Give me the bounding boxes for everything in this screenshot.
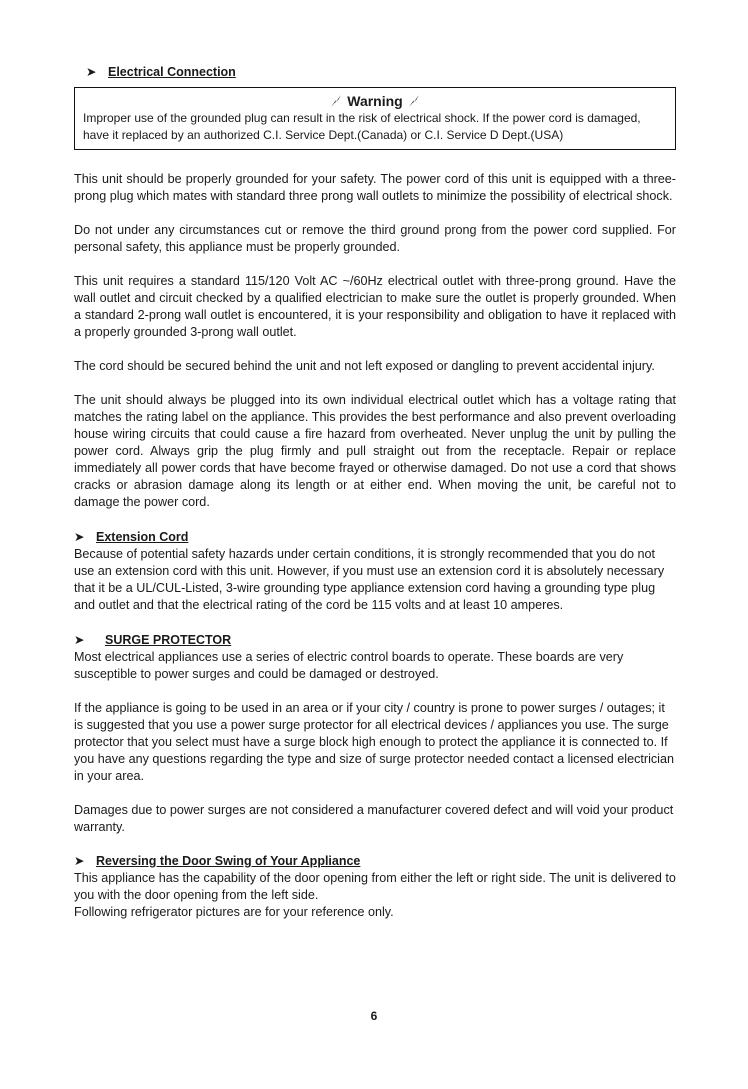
paragraph: Most electrical appliances use a series of electric control boards to operate. These boards are very susceptible to power surges and could be damaged or destroyed. (74, 650, 624, 681)
paragraph: If the appliance is going to be used in an area or if your city / country is prone to power surges / outages; it is suggested that you use a power surge protector for all electrical devices / appliances you use. The surge protector that you select must have a surge block high enough to protect the appliance it is connected to. If you have any questions regarding the type and size of surge protector needed contact a licensed electrician in your area. (74, 701, 674, 783)
document-page (74, 63, 676, 921)
warning-text: Improper use of the grounded plug can result in the risk of electrical shock. If the power cord is damaged, have it replaced by an authorized C.I. Service Dept.(Canada) or C.I. Service D Dept.(USA) (83, 111, 641, 142)
warning-box (74, 87, 676, 150)
arrow-bullet-icon: ➤ (86, 65, 97, 79)
arrow-bullet-icon: ➤ (74, 854, 85, 868)
section-heading-extension-cord: ➤ Extension Cord (74, 530, 189, 544)
paragraph: Because of potential safety hazards under certain conditions, it is strongly recommended that you do not use an extension cord with this unit. However, if you must use an extension cord it is absolutely necessary that it be a UL/CUL-Listed, 3-wire grounding type appliance extension cord having a grounding type plug and outlet and that the electrical rating of the cord be 115 volts and at least 10 amperes. (74, 547, 665, 612)
paragraph: Following refrigerator pictures are for your reference only. (74, 905, 394, 919)
paragraph: This appliance has the capability of the door opening from either the left or right side. The unit is delivered to you with the door opening from the left side. (74, 871, 676, 902)
section-heading-surge-protector: ➤ SURGE PROTECTOR (74, 633, 232, 647)
section-heading-door-swing: ➤ Reversing the Door Swing of Your Appliance (74, 854, 361, 868)
lightning-bolt-icon (407, 94, 421, 108)
arrow-bullet-icon: ➤ (74, 633, 85, 647)
paragraph: The unit should always be plugged into its own individual electrical outlet which has a voltage rating that matches the rating label on the appliance. This provides the best performance and also prevent overloading house wiring circuits that could cause a fire hazard from overheated. Never unplug the unit by pulling the power cord. Always grip the plug firmly and pull straight out from the receptacle. Repair or replace immediately all power cords that have become frayed or otherwise damaged. Do not use a cord that shows cracks or abrasion damage along its length or at either end. When moving the unit, be careful not to damage the power cord. (74, 393, 676, 509)
page-number: 6 (370, 1009, 378, 1023)
paragraph: This unit requires a standard 115/120 Volt AC ~/60Hz electrical outlet with three-prong ground. Have the wall outlet and circuit checked by a qualified electrician to make sure the outlet is properly grounded. When a standard 2-prong wall outlet is encountered, it is your responsibility and obligation to have it replaced with a properly grounded 3-prong wall outlet. (74, 274, 676, 339)
paragraph: The cord should be secured behind the unit and not left exposed or dangling to prevent accidental injury. (74, 359, 655, 373)
arrow-bullet-icon: ➤ (74, 530, 85, 544)
warning-title: Warning (83, 92, 667, 110)
paragraph: Do not under any circumstances cut or remove the third ground prong from the power cord supplied. For personal safety, this appliance must be properly grounded. (74, 223, 676, 254)
paragraph: This unit should be properly grounded for your safety. The power cord of this unit is equipped with a three-prong plug which mates with standard three prong wall outlets to minimize the possibility of electrical shock. (74, 172, 676, 203)
lightning-bolt-icon (329, 94, 343, 108)
paragraph: Damages due to power surges are not considered a manufacturer covered defect and will void your product warranty. (74, 803, 674, 834)
section-heading-electrical: ➤ Electrical Connection (86, 65, 236, 79)
